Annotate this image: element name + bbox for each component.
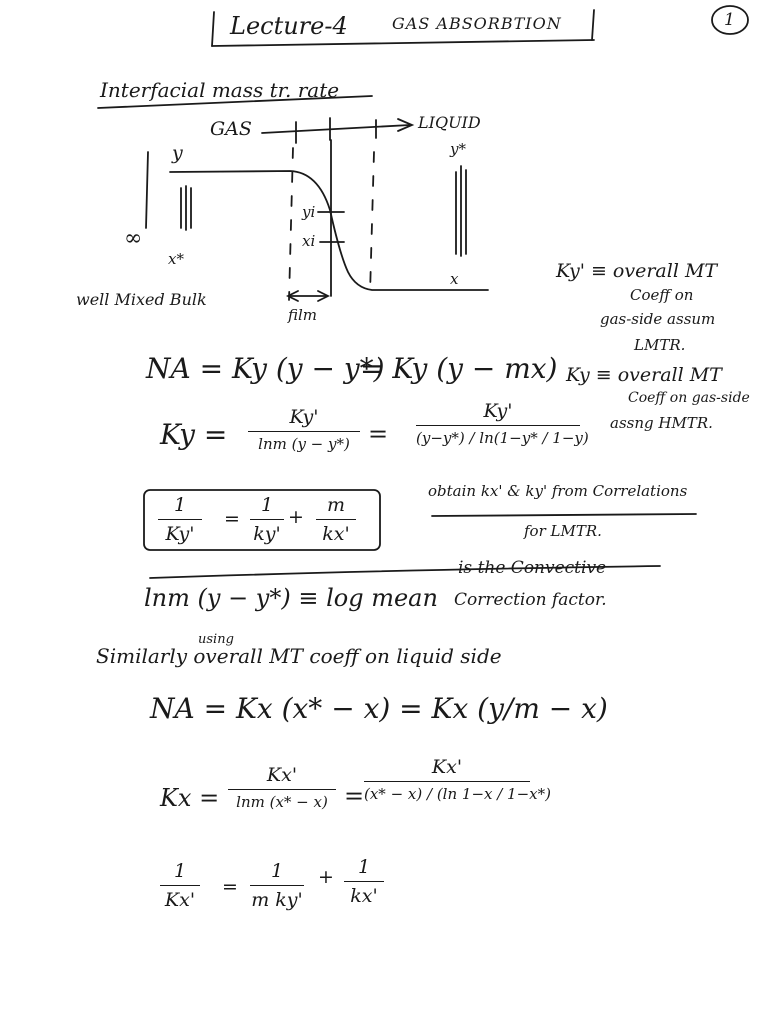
na-gas-equation-left: NA = Ky (y − y*) xyxy=(146,352,385,385)
y-star-label: y* xyxy=(450,140,466,158)
ky-prime-definition-1: Ky' ≡ overall MT xyxy=(556,260,718,282)
film-label: film xyxy=(288,306,318,324)
x-star-label: x* xyxy=(168,250,184,268)
gas-label: GAS xyxy=(210,118,252,140)
ky-fraction-1-numerator: Ky' xyxy=(289,406,319,428)
na-liquid-equation: NA = Kx (x* − x) = Kx (y/m − x) xyxy=(150,692,608,725)
boxed-equals: = xyxy=(224,508,240,530)
lecture-subtitle: GAS ABSORBTION xyxy=(392,14,562,33)
correlations-note-1: obtain kx' & ky' from Correlations xyxy=(428,482,688,500)
liquid-label: LIQUID xyxy=(418,113,481,132)
kx-fraction-1 xyxy=(228,764,336,811)
kx-fraction-2-numerator: Kx' xyxy=(431,756,463,778)
xi-label: xi xyxy=(302,232,316,250)
boxed-lhs-numerator: 1 xyxy=(173,494,187,516)
boxed-lhs-fraction xyxy=(158,494,202,545)
last-lhs-numerator: 1 xyxy=(173,860,187,882)
kx-fraction-1-numerator: Kx' xyxy=(266,764,298,786)
ky-prime-definition-2: Coeff on xyxy=(630,286,694,304)
ky-fraction-2 xyxy=(416,400,589,447)
concentration-profile xyxy=(170,171,488,290)
left-bulk-line xyxy=(146,152,148,228)
ky-lhs: Ky = xyxy=(160,418,228,451)
kx-fraction-2 xyxy=(364,756,551,803)
kx-fraction-2-denominator: (x* − x) / (ln 1−x / 1−x*) xyxy=(364,785,551,803)
boxed-term-2 xyxy=(316,494,356,545)
boxed-term-1 xyxy=(250,494,284,545)
last-equals: = xyxy=(222,876,238,898)
ky-prime-definition-4: LMTR. xyxy=(634,336,686,354)
boxed-plus: + xyxy=(288,506,304,528)
page-number: 1 xyxy=(724,10,735,30)
ky-fraction-1-denominator: lnm (y − y*) xyxy=(258,435,350,453)
liquid-film-boundary xyxy=(370,152,374,294)
lecture-title: Lecture-4 xyxy=(230,12,348,40)
last-term-2-numerator: 1 xyxy=(357,856,371,878)
boxed-term-1-denominator: ky' xyxy=(253,523,281,545)
similarly-using: using xyxy=(198,632,234,647)
similarly-heading: Similarly overall MT coeff on liquid side xyxy=(96,644,502,668)
last-lhs-denominator: Kx' xyxy=(164,889,196,911)
ky-equals-2: = xyxy=(368,420,389,448)
last-plus: + xyxy=(318,866,334,888)
lnm-note-2: Correction factor. xyxy=(454,590,607,610)
y-label: y xyxy=(172,142,183,164)
header-left-bracket xyxy=(212,12,214,46)
ky-definition-2: Coeff on gas-side xyxy=(628,390,750,406)
header-right-bracket xyxy=(592,10,594,40)
last-term-1 xyxy=(250,860,304,911)
ky-fraction-1 xyxy=(248,406,360,453)
ky-definition-1: Ky ≡ overall MT xyxy=(566,364,722,386)
ky-prime-definition-3: gas-side assum xyxy=(600,310,716,328)
infinity-symbol: ∞ xyxy=(124,226,143,251)
boxed-term-2-numerator: m xyxy=(326,494,346,516)
na-gas-equation-right: = Ky (y − mx) xyxy=(360,352,558,385)
kx-fraction-1-denominator: lnm (x* − x) xyxy=(236,793,328,811)
lnm-definition: lnm (y − y*) ≡ log mean xyxy=(144,584,438,612)
x-label: x xyxy=(450,270,459,288)
correlations-note-2: for LMTR. xyxy=(524,522,602,540)
last-lhs-fraction xyxy=(160,860,200,911)
last-term-2 xyxy=(344,856,384,907)
ky-fraction-2-denominator: (y−y*) / ln(1−y* / 1−y) xyxy=(416,429,589,447)
last-term-1-denominator: m ky' xyxy=(251,889,303,911)
gas-liquid-arrow-line xyxy=(262,125,410,133)
kx-equals-2: = xyxy=(344,782,365,810)
boxed-lhs-denominator: Ky' xyxy=(165,523,195,545)
last-term-1-numerator: 1 xyxy=(270,860,284,882)
ky-definition-3: assng HMTR. xyxy=(610,414,713,432)
header-underline xyxy=(212,40,594,46)
yi-label: yi xyxy=(302,203,316,221)
section-heading: Interfacial mass tr. rate xyxy=(100,78,340,102)
ky-fraction-2-numerator: Ky' xyxy=(483,400,513,422)
kx-lhs: Kx = xyxy=(160,784,220,812)
bulk-label: well Mixed Bulk xyxy=(76,290,207,309)
boxed-term-2-denominator: kx' xyxy=(322,523,350,545)
boxed-term-1-numerator: 1 xyxy=(260,494,274,516)
lnm-note-1: is the Convective xyxy=(458,558,607,578)
last-term-2-denominator: kx' xyxy=(350,885,378,907)
